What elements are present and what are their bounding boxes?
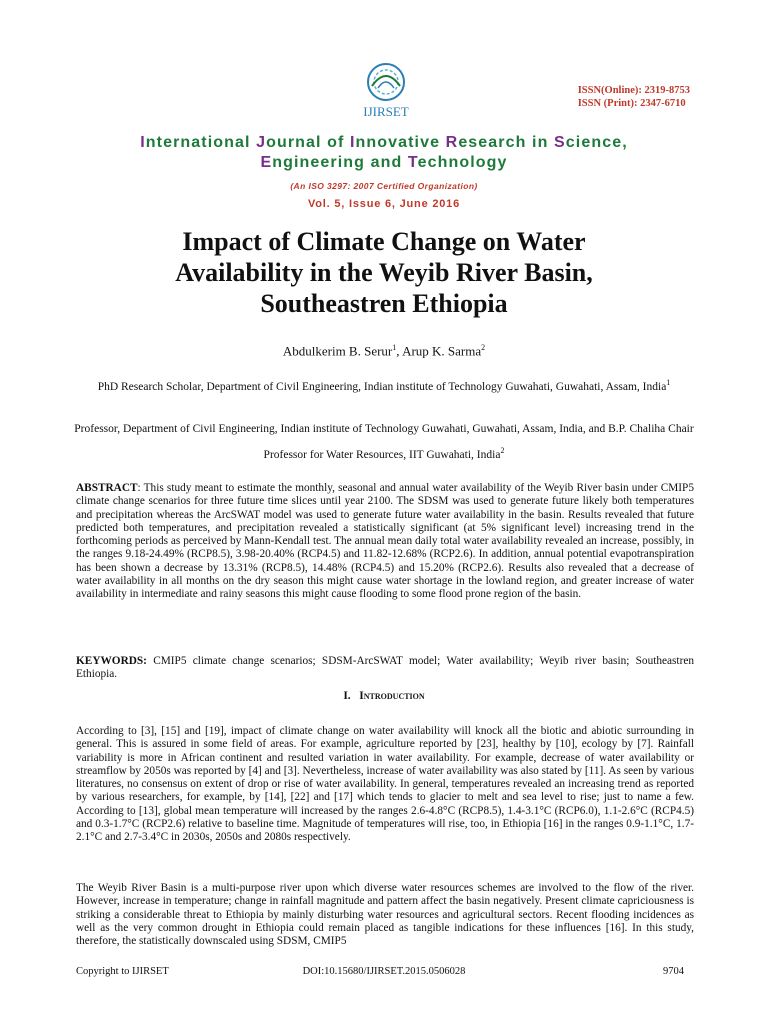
journal-capital-letter: I bbox=[140, 134, 146, 151]
journal-capital-letter: R bbox=[445, 134, 459, 151]
journal-title-line1 bbox=[0, 134, 768, 152]
author-1-affiliation: 1 bbox=[392, 343, 397, 352]
intro-paragraph-1: According to [3], [15] and [19], impact of climate change on water availability will knock all the biotic and abiotic surrounding in general. This is assured in some field of areas. For example, agriculture reported by [23], healthy by [10], ecology by [7]. Rainfall variability is more in African continent and resulted variation in water availability. For example, decrease of water availability or streamflow by 2050s was reported by [4] and [3]. Nevertheless, increase of water availability was also stated by [11]. As seen by various literatures, no consensus on extent of drop or rise of water availability. In general, temperatures revealed an increasing trend as reported by various researchers, for example, by [14], [22] and [17] which tends to glacier to melt and sea level to rise; just to name a few. According to [13], global mean temperature will increased by the ranges 2.6-4.8°C (RCP8.5), 1.4-3.1°C (RCP6.0), 1.1-2.6°C (RCP4.5) and 0.3-1.7°C (RCP2.6) relative to baseline time. Magnitude of temperatures will rise, too, in Ethiopia [16] in the ranges 0.9-1.1°C, 1.7-2.1°C and 2.7-3.4°C in 2030s, 2050s and 2080s respectively. bbox=[76, 725, 694, 844]
title-line: Availability in the Weyib River Basin, bbox=[175, 258, 593, 287]
affiliation-1-text: PhD Research Scholar, Department of Civil Engineering, Indian institute of Technology Guwahati, Guwahati, Assam, India bbox=[97, 380, 667, 393]
footer-doi: DOI:10.15680/IJIRSET.2015.0506028 bbox=[302, 966, 466, 977]
footer-page-number: 9704 bbox=[663, 966, 684, 977]
issn-online: ISSN(Online): 2319-8753 bbox=[577, 85, 690, 96]
affiliation-1 bbox=[72, 372, 696, 398]
journal-word-rest: ngineering and bbox=[272, 154, 408, 171]
title-line: Impact of Climate Change on Water bbox=[182, 227, 586, 256]
abstract-text: : This study meant to estimate the monthly, seasonal and annual water availability of the Weyib River basin under CMIP5 climate change scenarios for three future time slices until year 2100. The SDSM was used to generate future likely both temperatures and precipitation whereas the ArcSWAT model was used to generate future water availability in the basin. Results revealed that future predicted both temperatures, and precipitation revealed a statistically significant (at 5% significant level) increasing trend in the forthcoming periods as perceived by Mann-Kendall test. The annual mean daily total water availability revealed an increase, possibly, in the ranges 9.18-24.49% (RCP8.5), 3.98-20.40% (RCP4.5) and 11.82-12.68% (RCP2.6). In addition, annual potential evapotranspiration has been shown a decrease by 13.31% (RCP8.5), 14.48% (RCP4.5) and 15.20% (RCP2.6). Results also revealed that a decrease of water availability in all months on the dry season this might cause water shortage in the lowland region, and greater increase of water availability in intermediate and rainy seasons this might cause flooding to some flood prone region of the basin. bbox=[76, 482, 694, 601]
intro-paragraph-2: The Weyib River Basin is a multi-purpose river upon which diverse water resources schemes are involved to the flow of the river. However, increase in temperature; change in rainfall magnitude and pattern affect the basin negatively. Present climate capriciousness is striking a considerable threat to Ethiopia by mainly disturbing water resources and agricultural sectors. Recent flooding incidences as well as the very common drought in Ethiopia could remain placed as tangible indications for these influences [16]. In this study, therefore, the statistically downscaled using SDSM, CMIP5 bbox=[76, 882, 694, 948]
ijirset-logo bbox=[348, 58, 424, 120]
author-1: Abdulkerim B. Serur bbox=[282, 343, 393, 359]
author-2-affiliation: 2 bbox=[481, 343, 486, 352]
affiliation-1-marker: 1 bbox=[666, 378, 671, 387]
section-heading bbox=[0, 690, 768, 702]
authors bbox=[0, 343, 768, 359]
journal-capital-letter: J bbox=[256, 134, 267, 151]
journal-word-rest: echnology bbox=[417, 154, 508, 171]
issn-print: ISSN (Print): 2347-6710 bbox=[577, 98, 686, 109]
author-separator: , bbox=[396, 343, 403, 359]
abstract-label: ABSTRACT bbox=[76, 482, 138, 494]
issn-block bbox=[578, 84, 690, 110]
journal-capital-letter: E bbox=[260, 154, 273, 171]
journal-word-rest: nnovative bbox=[355, 134, 446, 151]
paper-title bbox=[80, 226, 688, 319]
journal-word-rest: ournal of bbox=[266, 134, 350, 151]
footer-copyright: Copyright to IJIRSET bbox=[76, 966, 169, 977]
volume-issue: Vol. 5, Issue 6, June 2016 bbox=[307, 198, 461, 210]
affiliation-2 bbox=[72, 418, 696, 466]
section-number: I. bbox=[343, 690, 351, 702]
journal-capital-letter: S bbox=[554, 134, 566, 151]
journal-capital-letter: I bbox=[349, 134, 356, 151]
affiliation-2-text: Professor, Department of Civil Engineering, Indian institute of Technology Guwahati, Guwahati, Assam, India, and B.P. Chaliha Chair Professor for Water Resources, IIT Guwahati, India bbox=[74, 423, 694, 461]
logo-text: IJIRSET bbox=[363, 104, 409, 119]
title-line: Southeastren Ethiopia bbox=[260, 289, 508, 318]
keywords-text: CMIP5 climate change scenarios; SDSM-ArcSWAT model; Water availability; Weyib river basin; Southeastren Ethiopia. bbox=[76, 655, 694, 681]
journal-capital-letter: T bbox=[407, 154, 418, 171]
journal-word-rest: esearch in bbox=[458, 134, 555, 151]
journal-title-line2 bbox=[0, 154, 768, 172]
keywords bbox=[76, 655, 694, 682]
section-title: Introduction bbox=[359, 690, 425, 702]
abstract bbox=[76, 482, 694, 602]
journal-word-rest: nternational bbox=[145, 134, 257, 151]
author-2: Arup K. Sarma bbox=[402, 343, 482, 359]
journal-word-rest: cience, bbox=[565, 134, 628, 151]
iso-certification: (An ISO 3297: 2007 Certified Organization) bbox=[290, 181, 478, 191]
affiliation-2-marker: 2 bbox=[500, 446, 505, 455]
keywords-label: KEYWORDS: bbox=[76, 655, 147, 667]
